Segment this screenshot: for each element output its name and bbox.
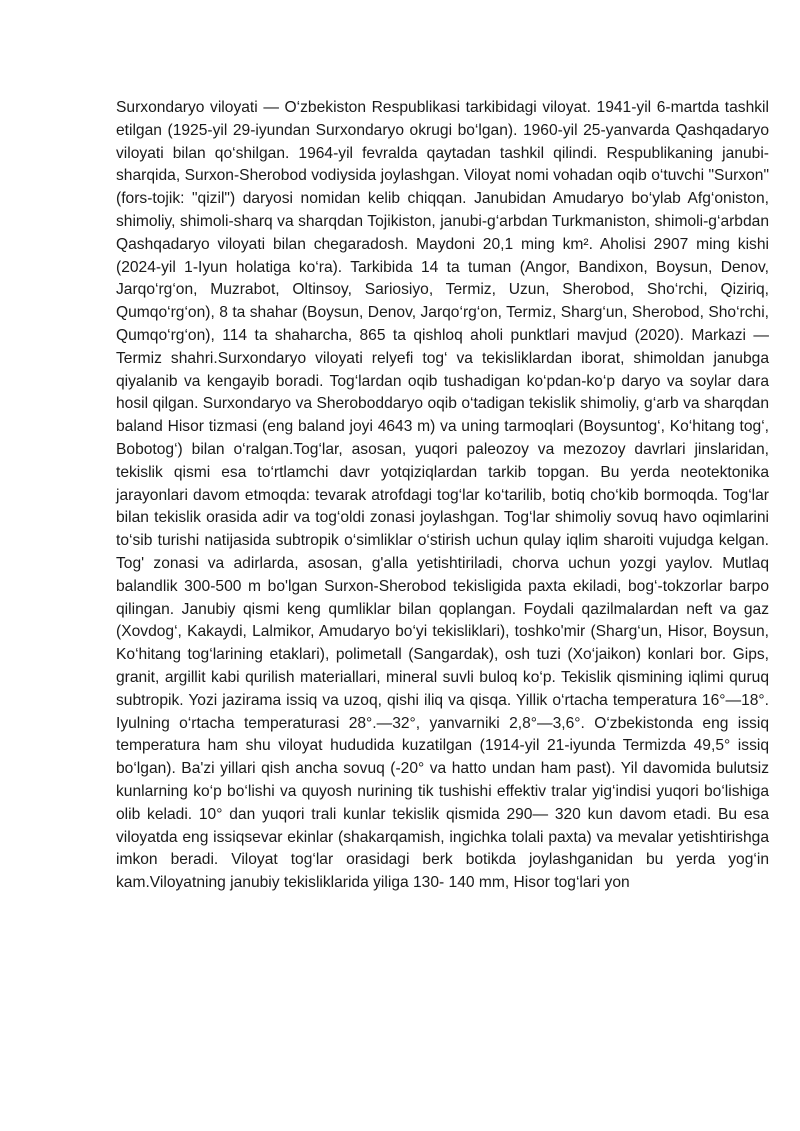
body-paragraph: Surxondaryo viloyati — O‘zbekiston Respublikasi tarkibidagi viloyat. 1941-yil 6-martda tashkil etilgan (1925-yil 29-iyundan Surxondaryo okrugi bo‘lgan). 1960-yil 25-yanvarda Qashqadaryo viloyati bilan qo‘shilgan. 1964-yil fevralda qaytadan tashkil qilindi. Respublikaning janubi-sharqida, Surxon-Sherobod vodiysida joylashgan. Viloyat nomi vohadan oqib o‘tuvchi "Surxon" (fors-tojik: "qizil") daryosi nomidan kelib chiqqan. Janubidan Amudaryo bo‘ylab Afg‘oniston, shimoliy, shimoli-sharq va sharqdan Tojikiston, janubi-g‘arbdan Turkmaniston, shimoli-g‘arbdan Qashqadaryo viloyati bilan chegaradosh. Maydoni 20,1 ming km². Aholisi 2907 ming kishi (2024-yil 1-Iyun holatiga ko‘ra). Tarkibida 14 ta tuman (Angor, Bandixon, Boysun, Denov, Jarqo‘rg‘on, Muzrabot, Oltinsoy, Sariosiyo, Termiz, Uzun, Sherobod, Sho‘rchi, Qiziriq, Qumqo‘rg‘on), 8 ta shahar (Boysun, Denov, Jarqo‘rg‘on, Termiz, Sharg‘un, Sherobod, Sho‘rchi, Qumqo‘rg‘on), 114 ta shaharcha, 865 ta qishloq aholi punktlari mavjud (2020). Markazi — Termiz shahri.Surxondaryo viloyati relyefi tog‘ va tekisliklardan iborat, shimoldan janubga qiyalanib va kengayib boradi. Tog‘lardan oqib tushadigan ko‘pdan-ko‘p daryo va soylar dara hosil qilgan. Surxondaryo va Sheroboddaryo oqib o‘tadigan tekislik shimoliy, g‘arb va sharqdan baland Hisor tizmasi (eng baland joyi 4643 m) va uning tarmoqlari (Boysuntog‘, Ko‘hitang tog‘, Bobotog‘) bilan o‘ralgan.Tog‘lar, asosan, yuqori paleozoy va mezozoy davrlari jinslaridan, tekislik qismi esa to‘rtlamchi davr yotqiziqlardan tarkib topgan. Bu yerda neotektonika jarayonlari davom etmoqda: tevarak atrofdagi tog‘lar ko‘tarilib, botiq cho‘kib bormoqda. Tog‘lar bilan tekislik orasida adir va tog‘oldi zonasi joylashgan. Tog‘lar shimoliy sovuq havo oqimlarini to‘sib turishi natijasida subtropik o‘simliklar o‘stirish uchun qulay iqlim sharoiti vujudga kelgan. Tog' zonasi va adirlarda, asosan, g'alla yetishtiriladi, chorva uchun yozgi yaylov. Mutlaq balandlik 300-500 m bo'lgan Surxon-Sherobod tekisligida paxta ekiladi, bog‘-tokzorlar barpo qilingan. Janubiy qismi keng qumliklar bilan qoplangan. Foydali qazilmalardan neft va gaz (Xovdog‘, Kakaydi, Lalmikor, Amudaryo bo‘yi tekisliklari), toshko'mir (Sharg‘un, Hisor, Boysun, Ko‘hitang tog‘larining etaklari), polimetall (Sangardak), osh tuzi (Xo‘jaikon) konlari bor. Gips, granit, argillit kabi qurilish materiallari, mineral suvli buloq ko‘p. Tekislik qismining iqlimi quruq subtropik. Yozi jazirama issiq va uzoq, qishi iliq va qisqa. Yillik o‘rtacha temperatura 16°—18°. Iyulning o‘rtacha temperaturasi 28°.—32°, yanvarniki 2,8°—3,6°. O‘zbekistonda eng issiq temperatura ham shu viloyat hududida kuzatilgan (1914-yil 21-iyunda Termizda 49,5° issiq bo‘lgan). Ba'zi yillari qish ancha sovuq (-20° va hatto undan ham past). Yil davomida bulutsiz kunlarning ko‘p bo‘lishi va quyosh nurining tik tushishi effektiv tralar yig‘indisi yuqori bo‘lishiga olib keladi. 10° dan yuqori trali kunlar tekislik qismida 290— 320 kun davom etadi. Bu esa viloyatda eng issiqsevar ekinlar (shakarqamish, ingichka tolali paxta) va mevalar yetishtirishga imkon beradi. Viloyat tog‘lar orasidagi berk botikda joylashganidan bu yerda yog‘in kam.Viloyatning janubiy tekisliklarida yiliga 130- 140 mm, Hisor tog‘lari yon bbox=[116, 99, 769, 892]
